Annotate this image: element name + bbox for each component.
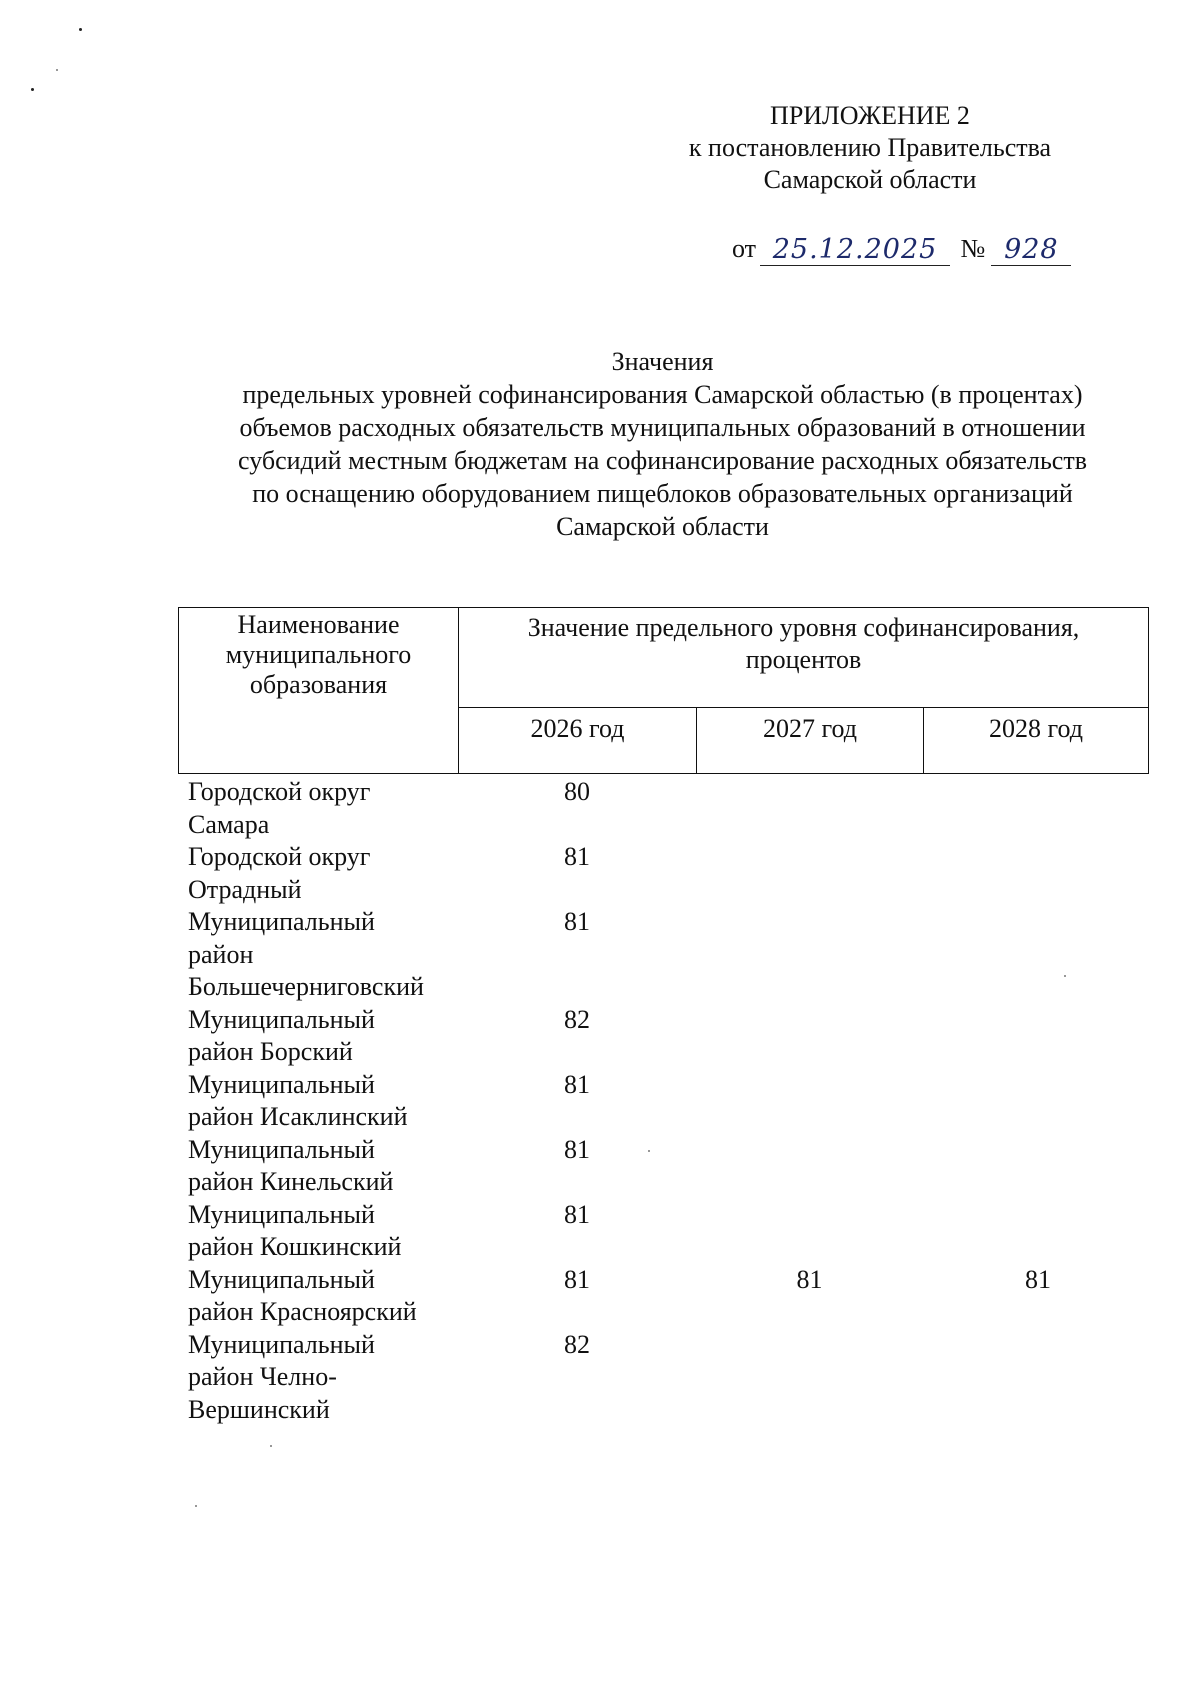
table-row <box>188 1134 1148 1199</box>
handwritten-date: 25.12.2025 <box>760 235 950 266</box>
municipality-name-line: Муниципальный <box>188 1004 375 1034</box>
value-2026: 82 <box>564 1329 590 1359</box>
municipality-name-line: Городской округ <box>188 842 371 871</box>
table-row <box>188 776 1148 841</box>
municipality-name-line: Муниципальный <box>188 1329 375 1359</box>
value-2026: 81 <box>564 907 590 936</box>
value-2026: 81 <box>564 1134 590 1164</box>
municipality-name <box>188 841 468 906</box>
number-label: № <box>960 234 986 263</box>
column-header-2028: 2028 год <box>989 714 1083 743</box>
from-label: от <box>732 234 757 263</box>
municipality-name-line: Муниципальный <box>188 1199 375 1229</box>
municipality-name-line: район Исаклинский <box>188 1102 408 1131</box>
municipality-name <box>188 1069 468 1134</box>
column-header-line: муниципального <box>225 640 412 669</box>
municipality-name-line: Муниципальный <box>188 1134 375 1164</box>
table-row <box>188 1004 1148 1069</box>
value-2028: 81 <box>1025 1264 1051 1294</box>
table-header <box>178 607 1149 774</box>
appendix-title: ПРИЛОЖЕНИЕ 2 <box>770 101 970 130</box>
document-title <box>175 345 1150 543</box>
title-line: предельных уровней софинансирования Самарской областью (в процентах) <box>242 380 1083 409</box>
column-header-values <box>459 608 1148 773</box>
municipality-name-line: Самара <box>188 809 270 839</box>
values-header-title <box>459 608 1148 708</box>
municipality-name <box>188 1134 468 1199</box>
value-2026: 82 <box>564 1004 590 1034</box>
table-row <box>188 1264 1148 1329</box>
municipality-name-line: Муниципальный <box>188 1069 375 1099</box>
scan-speck <box>79 28 82 31</box>
table-body <box>188 776 1148 1426</box>
handwritten-number: 928 <box>991 235 1071 266</box>
title-line: по оснащению оборудованием пищеблоков образовательных организаций <box>252 479 1073 508</box>
scan-speck <box>31 88 34 91</box>
municipality-name <box>188 1329 468 1427</box>
municipality-name-line: район Челно- <box>188 1362 337 1391</box>
value-2026: 81 <box>564 842 590 871</box>
municipality-name-line: Городской округ <box>188 777 371 806</box>
municipality-name-line: район <box>188 939 254 969</box>
municipality-name-line: Муниципальный <box>188 907 375 936</box>
scan-speck <box>195 1505 197 1507</box>
value-2026: 81 <box>564 1069 590 1099</box>
scan-speck <box>56 69 58 71</box>
value-2027: 81 <box>796 1264 823 1294</box>
table-row <box>188 1069 1148 1134</box>
appendix-reference: к постановлению Правительства <box>688 133 1052 162</box>
municipality-name-line: район Кинельский <box>188 1167 394 1196</box>
table-row <box>188 906 1148 1004</box>
column-header-2026: 2026 год <box>459 708 697 773</box>
municipality-name-line: Вершинский <box>188 1394 330 1424</box>
title-line: субсидий местным бюджетам на софинансирование расходных обязательств <box>238 446 1087 475</box>
title-line: объемов расходных обязательств муниципальных образований в отношении <box>239 413 1086 442</box>
table-row <box>188 841 1148 906</box>
municipality-name <box>188 906 468 1004</box>
column-header-line: Наименование <box>237 610 400 639</box>
municipality-name-line: Большечерниговский <box>188 972 424 1001</box>
values-header-line: процентов <box>745 645 862 674</box>
appendix-region: Самарской области <box>763 165 977 194</box>
values-header-line: Значение предельного уровня софинансирования, <box>527 613 1080 642</box>
value-2026: 80 <box>564 777 590 806</box>
municipality-name <box>188 1264 468 1329</box>
value-2026: 81 <box>564 1264 590 1294</box>
municipality-name <box>188 1004 468 1069</box>
municipality-name <box>188 1199 468 1264</box>
title-line: Самарской области <box>556 512 769 541</box>
resolution-date-number <box>732 232 1112 266</box>
appendix-header <box>640 100 1100 196</box>
title-line: Значения <box>611 347 714 376</box>
value-2026: 81 <box>564 1199 590 1229</box>
table-row <box>188 1199 1148 1264</box>
municipality-name-line: район Красноярский <box>188 1297 417 1326</box>
municipality-name-line: район Борский <box>188 1037 353 1066</box>
municipality-name <box>188 776 468 841</box>
column-header-2027: 2027 год <box>697 708 924 773</box>
municipality-name-line: район Кошкинский <box>188 1232 402 1261</box>
table-row <box>188 1329 1148 1427</box>
column-header-line: образования <box>249 670 388 699</box>
column-header-name <box>179 608 459 773</box>
municipality-name-line: Отрадный <box>188 874 302 904</box>
scan-speck <box>270 1445 272 1447</box>
municipality-name-line: Муниципальный <box>188 1264 375 1294</box>
